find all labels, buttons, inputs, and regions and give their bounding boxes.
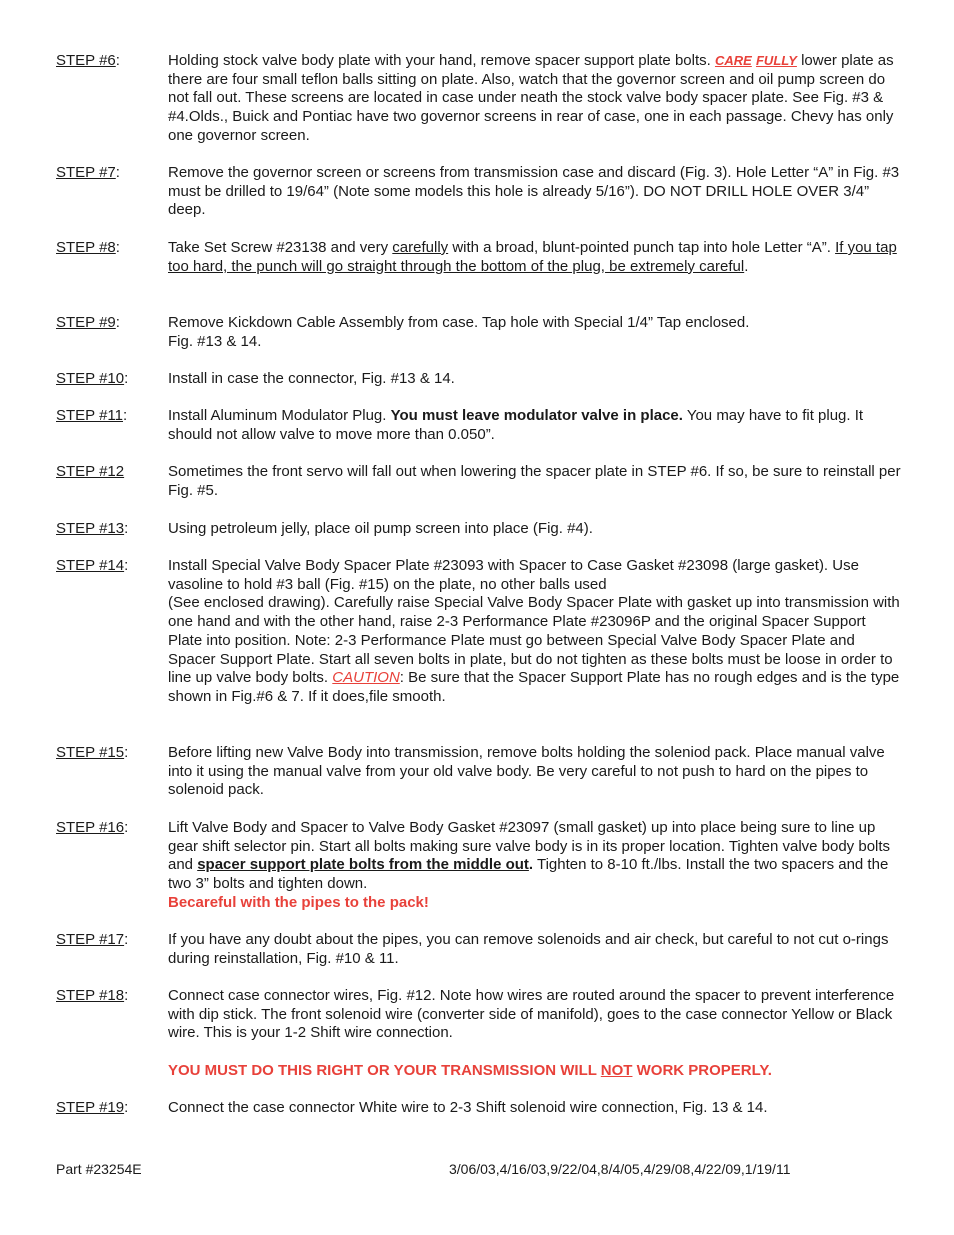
step-7: STEP #7: Remove the governor screen or screens from transmission case and discard (Fig. 3). Hole Letter “A” in Fig. #3 must be drilled to 19/64” (Note some models this hole is already 5/16”). DO NOT DRILL HOLE OVER 3/4” deep.: [56, 164, 906, 220]
fully-warning: FULLY: [755, 53, 797, 68]
step-label: STEP #12: [56, 463, 125, 480]
step-label: STEP #14: [56, 557, 125, 574]
step-label: STEP #16: [56, 819, 125, 836]
step-text: Install in case the connector, Fig. #13 & 14.: [168, 370, 455, 387]
step-text: Lift Valve Body and Spacer to Valve Body Gasket #23097 (small gasket) up into place being sure to line up gear shift selector pin. Start all bolts making sure valve body is in its proper location. Tighten valve body bolts and spacer support plate bolts from the middle out. Tighten to 8-10 ft./lbs. Install the two spacers and the two 3” bolts and tighten down. Becareful with the pipes to the pack!: [168, 819, 902, 913]
step-11: STEP #11: Install Aluminum Modulator Plug. You must leave modulator valve in place. You may have to fit plug. It should not allow valve to move more than 0.050”.: [56, 407, 906, 444]
step-text: Remove Kickdown Cable Assembly from case. Tap hole with Special 1/4” Tap enclosed. Fig. #13 & 14.: [168, 314, 750, 350]
part-number: Part #23254E: [56, 1161, 142, 1177]
step-13: STEP #13: Using petroleum jelly, place oil pump screen into place (Fig. #4).: [56, 520, 906, 539]
step-label: STEP #18: [56, 987, 125, 1004]
step-text: Holding stock valve body plate with your hand, remove spacer support plate bolts. CARE FULLY lower plate as there are four small teflon balls sitting on plate. Also, watch that the governor screen and oil pump screen do not fall out. These screens are located in case under neath the stock valve body spacer plate. See Fig. #3 & #4.Olds., Buick and Pontiac have two governor screens in rear of case, one in each passage. Chevy has only one governor screen.: [168, 52, 894, 144]
step-text: Install Aluminum Modulator Plug. You must leave modulator valve in place. You may have to fit plug. It should not allow valve to move more than 0.050”.: [168, 407, 864, 443]
step-label: STEP #19: [56, 1099, 125, 1116]
step-text: If you have any doubt about the pipes, you can remove solenoids and air check, but careful to not cut o-rings during reinstallation, Fig. #10 & 11.: [168, 931, 889, 967]
step-12: [56, 463, 906, 500]
step-label: STEP #11: [56, 407, 123, 424]
step-10: STEP #10: Install in case the connector, Fig. #13 & 14.: [56, 370, 906, 389]
step-text: Remove the governor screen or screens from transmission case and discard (Fig. 3). Hole Letter “A” in Fig. #3 must be drilled to 19/64” (Note some models this hole is already 5/16”). DO NOT DRILL HOLE OVER 3/4” deep.: [168, 164, 900, 219]
step-label: STEP #7: [56, 164, 116, 181]
step-label: STEP #9: [56, 314, 116, 331]
step-text: Using petroleum jelly, place oil pump screen into place (Fig. #4).: [168, 520, 593, 537]
caution-label: CAUTION: [332, 669, 400, 687]
step-label: STEP #6: [56, 52, 116, 69]
step-9: STEP #9: Remove Kickdown Cable Assembly from case. Tap hole with Special 1/4” Tap enclosed. Fig. #13 & 14.: [56, 314, 906, 351]
step-6: STEP #6: Holding stock valve body plate with your hand, remove spacer support plate bolts. CARE FULLY lower plate as there are four small teflon balls sitting on plate. Also, watch that the governor screen and oil pump screen do not fall out. These screens are located in case under neath the stock valve body spacer plate. See Fig. #3 & #4.Olds., Buick and Pontiac have two governor screens in rear of case, one in each passage. Chevy has only one governor screen.: [56, 52, 906, 146]
step-text: Connect case connector wires, Fig. #12. Note how wires are routed around the spacer to prevent interference with dip stick. The front solenoid wire (converter side of manifold), goes to the case connector Yellow or Black wire. This is your 1-2 Shift wire connection.: [168, 987, 895, 1042]
step-16: STEP #16: Lift Valve Body and Spacer to Valve Body Gasket #23097 (small gasket) up into place being sure to line up gear shift selector pin. Start all bolts making sure valve body is in its proper location. Tighten valve body bolts and spacer support plate bolts from the middle out. Tighten to 8-10 ft./lbs. Install the two spacers and the two 3” bolts and tighten down. Becareful with the pipes to the pack!: [56, 819, 906, 913]
step-18: STEP #18: Connect case connector wires, Fig. #12. Note how wires are routed around the spacer to prevent interference with dip stick. The front solenoid wire (converter side of manifold), goes to the case connector Yellow or Black wire. This is your 1-2 Shift wire connection.: [56, 987, 906, 1043]
revision-dates: 3/06/03,4/16/03,9/22/04,8/4/05,4/29/08,4/22/09,1/19/11: [449, 1161, 791, 1177]
step-label: STEP #17: [56, 931, 125, 948]
transmission-warning: YOU MUST DO THIS RIGHT OR YOUR TRANSMISSION WILL NOT WORK PROPERLY.: [168, 1062, 772, 1079]
step-text: Install Special Valve Body Spacer Plate #23093 with Spacer to Case Gasket #23098 (large gasket). Use vasoline to hold #3 ball (Fig. #15) on the plate, no other balls used (See enclosed drawing). Carefully raise Special Valve Body Spacer Plate with gasket up into transmission with one hand and with the other hand, raise 2-3 Performance Plate #23096P and the original Spacer Support Plate into position. Note: 2-3 Performance Plate must go between Special Valve Body Spacer Plate and Spacer Support Plate. Start all seven bolts in plate, but do not tighten as these bolts must be loose in order to line up valve body bolts. CAUTION: Be sure that the Spacer Support Plate has no rough edges and is the type shown in Fig.#6 & 7. If it does,file smooth.: [168, 557, 900, 705]
step-label: STEP #10: [56, 370, 125, 387]
step-text: Connect the case connector White wire to 2-3 Shift solenoid wire connection, Fig. 13 & 14.: [168, 1099, 768, 1116]
step-label: STEP #15: [56, 744, 125, 761]
step-19: STEP #19: Connect the case connector White wire to 2-3 Shift solenoid wire connection, Fig. 13 & 14.: [56, 1099, 906, 1118]
step-15: STEP #15: Before lifting new Valve Body into transmission, remove bolts holding the soleniod pack. Place manual valve into it using the manual valve from your old valve body. Be very careful to not push to hard on the pipes to solenoid pack.: [56, 744, 906, 800]
pipes-warning: Becareful with the pipes to the pack!: [168, 893, 429, 911]
step-label: STEP #8: [56, 239, 116, 256]
step-text: Take Set Screw #23138 and very carefully with a broad, blunt-pointed punch tap into hole Letter “A”. If you tap too hard, the punch will go straight through the bottom of the plug, be extremely careful.: [168, 239, 897, 275]
step-text: Before lifting new Valve Body into transmission, remove bolts holding the soleniod pack. Place manual valve into it using the manual valve from your old valve body. Be very careful to not push to hard on the pipes to solenoid pack.: [168, 744, 885, 799]
step-14: STEP #14: Install Special Valve Body Spacer Plate #23093 with Spacer to Case Gasket #23098 (large gasket). Use vasoline to hold #3 ball (Fig. #15) on the plate, no other balls used (See enclosed drawing). Carefully raise Special Valve Body Spacer Plate with gasket up into transmission with one hand and with the other hand, raise 2-3 Performance Plate #23096P and the original Spacer Support Plate into position. Note: 2-3 Performance Plate must go between Special Valve Body Spacer Plate and Spacer Support Plate. Start all seven bolts in plate, but do not tighten as these bolts must be loose in order to line up valve body bolts. CAUTION: Be sure that the Spacer Support Plate has no rough edges and is the type shown in Fig.#6 & 7. If it does,file smooth.: [56, 557, 906, 707]
step-8: STEP #8: Take Set Screw #23138 and very carefully with a broad, blunt-pointed punch tap into hole Letter “A”. If you tap too hard, the punch will go straight through the bottom of the plug, be extremely careful.: [56, 239, 906, 276]
step-17: STEP #17: If you have any doubt about the pipes, you can remove solenoids and air check, but careful to not cut o-rings during reinstallation, Fig. #10 & 11.: [56, 931, 906, 968]
step-label: STEP #13: [56, 520, 125, 537]
step-text: Sometimes the front servo will fall out when lowering the spacer plate in STEP #6. If so, be sure to reinstall per Fig. #5.: [168, 463, 901, 499]
care-warning: CARE: [714, 53, 752, 68]
